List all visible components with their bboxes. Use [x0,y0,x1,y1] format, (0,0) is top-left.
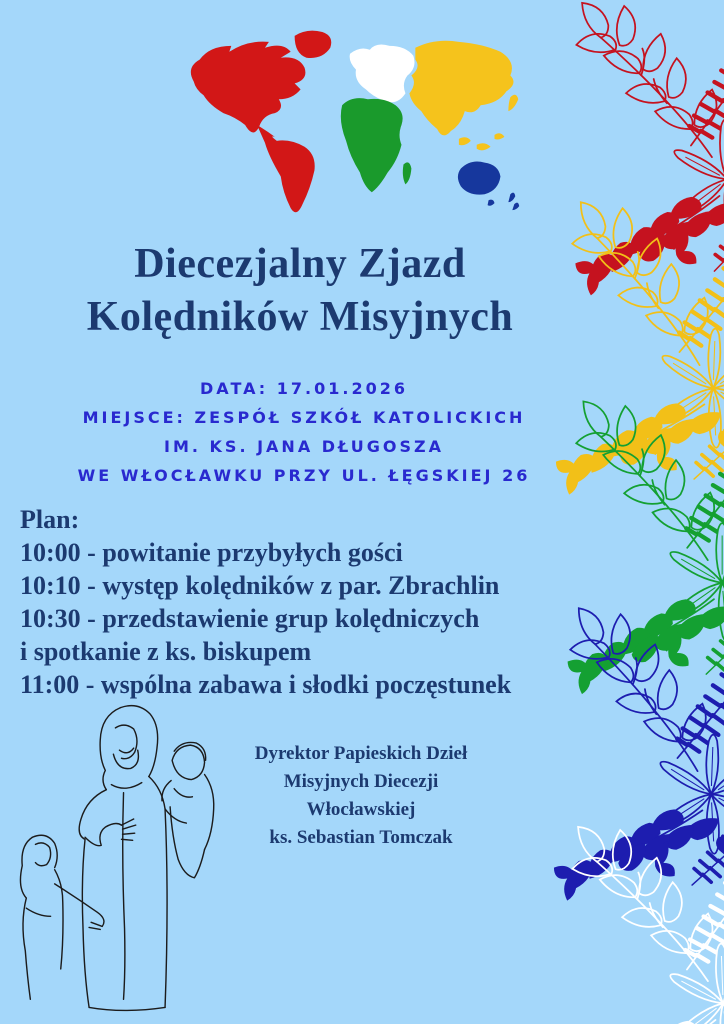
schedule-item-continuation: i spotkanie z ks. biskupem [20,637,312,666]
continent-south-america [257,125,315,212]
event-date: DATA: 17.01.2026 [200,379,408,398]
schedule-heading: Plan: [20,505,80,534]
title-line-2: Kolędników Misyjnych [86,294,514,340]
event-venue-line-2: IM. KS. JANA DŁUGOSZA [164,437,444,456]
signature-line: Włocławskiej [306,799,416,820]
continent-asia [409,41,518,151]
event-details [8,374,600,490]
schedule [20,503,595,701]
page-title [8,238,592,344]
leaf-cluster-white [557,824,724,1024]
event-venue-line-1: MIEJSCE: ZESPÓŁ SZKÓŁ KATOLICKICH [82,408,526,427]
signature-block [196,740,526,852]
signature-line: Dyrektor Papieskich Dzieł [254,743,468,764]
world-map [166,20,542,228]
continent-oceania [458,161,519,210]
continent-europe [350,45,415,103]
schedule-item: 10:10 - występ kolędników z par. Zbrachlin [20,571,500,600]
continent-africa [341,98,412,192]
jesus-with-children-line-art [2,694,240,1016]
schedule-item: 10:00 - powitanie przybyłych gości [20,538,403,567]
title-line-1: Diecezjalny Zjazd [134,241,466,287]
schedule-item: 10:30 - przedstawienie grup kolędniczych [20,604,480,633]
schedule-item: 11:00 - wspólna zabawa i słodki poczęstunek [20,670,512,699]
signature-line: Misyjnych Diecezji [283,771,439,792]
event-venue-line-3: WE WŁOCŁAWKU PRZY UL. ŁĘGSKIEJ 26 [77,466,531,485]
continent-north-america [191,31,331,133]
signature-name: ks. Sebastian Tomczak [269,827,453,848]
